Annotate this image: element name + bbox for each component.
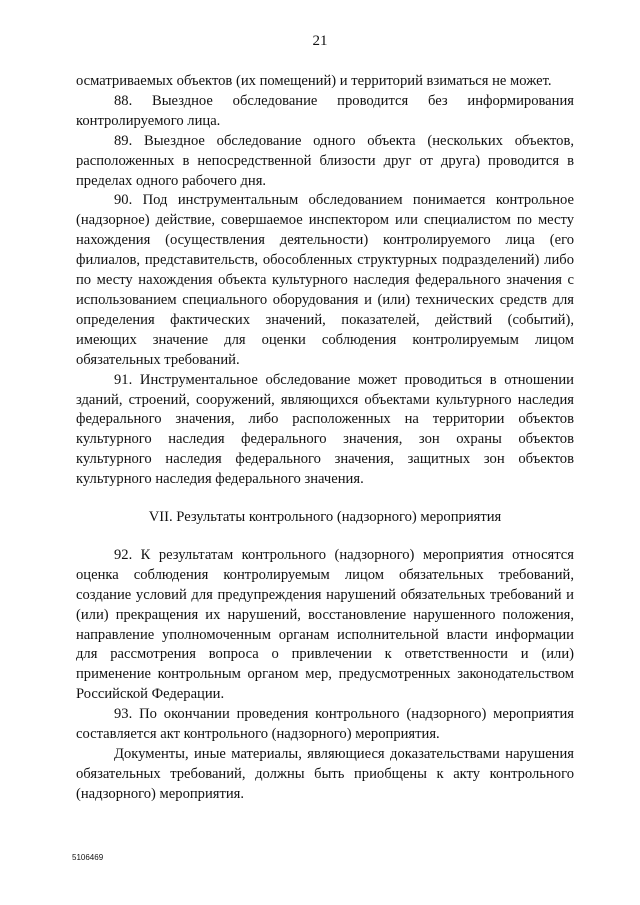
paragraph-93: 93. По окончании проведения контрольного (надзорного) мероприятия составляется акт контрольного (надзорного) мероприятия. <box>76 706 574 743</box>
paragraph-91: 91. Инструментальное обследование может проводиться в отношении зданий, строений, сооружений, являющихся объектами культурного наследия федерального значения, либо расположенных на территории объектов культурного наследия федерального значения, зон охраны объектов культурного наследия федерального значения, защитных зон объектов культурного наследия федерального значения. <box>76 371 574 488</box>
document-body <box>76 72 574 805</box>
paragraph-continuation: осматриваемых объектов (их помещений) и территорий взиматься не может. <box>76 73 552 89</box>
paragraph-92: 92. К результатам контрольного (надзорного) мероприятия относятся оценка соблюдения контролируемым лицом обязательных требований, создание условий для предупреждения нарушений обязательных требований и (или) прекращения их нарушений, восстановление нарушенного положения, направление уполномоченным органам исполнительной власти информации для рассмотрения вопроса о привлечении к ответственности и (или) применение контрольным органом мер, предусмотренных законодательством Российской Федерации. <box>76 546 574 703</box>
paragraph-88: 88. Выездное обследование проводится без информирования контролируемого лица. <box>76 92 574 129</box>
paragraph-documents: Документы, иные материалы, являющиеся доказательствами нарушения обязательных требований, должны быть приобщены к акту контрольного (надзорного) мероприятия. <box>76 746 574 802</box>
page-number: 21 <box>312 33 328 49</box>
paragraph-90: 90. Под инструментальным обследованием понимается контрольное (надзорное) действие, совершаемое инспектором или специалистом по месту нахождения (осуществления деятельности) контролируемого лица (его филиалов, представительств, обособленных структурных подразделений) либо по месту нахождения объекта культурного наследия федерального значения с использованием специального оборудования и (или) технических средств для определения фактических значений, показателей, действий (событий), имеющих значение для оценки соблюдения контролируемым лицом обязательных требований. <box>76 192 574 368</box>
paragraph-89: 89. Выездное обследование одного объекта (нескольких объектов, расположенных в непосредственной близости друг от друга) проводится в пределах одного рабочего дня. <box>76 132 574 189</box>
document-code: 5106469 <box>72 853 104 862</box>
section-heading: VII. Результаты контрольного (надзорного) мероприятия <box>148 509 502 526</box>
